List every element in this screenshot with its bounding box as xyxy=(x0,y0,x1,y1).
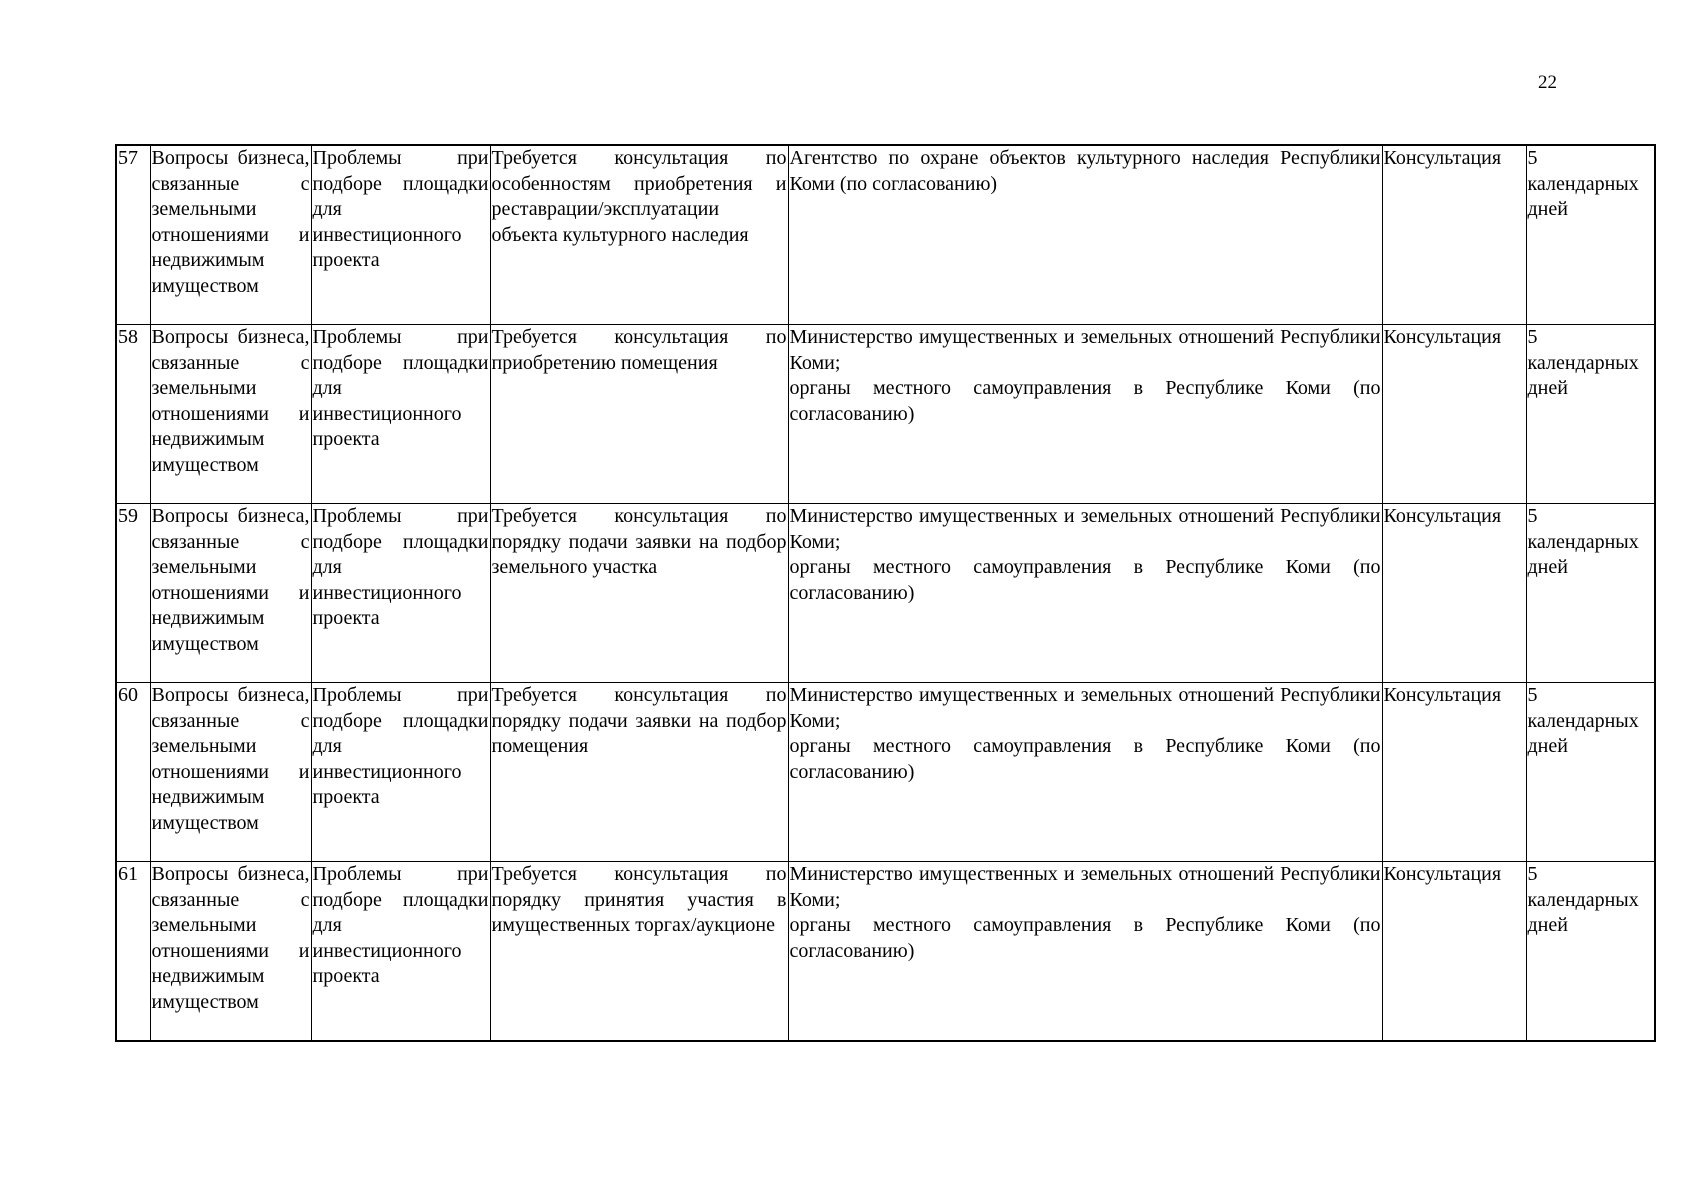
row-number: 59 xyxy=(116,504,150,683)
need-cell: Требуется консультация по приобретению помещения xyxy=(490,325,788,504)
table-row xyxy=(116,683,1655,862)
table-row xyxy=(116,862,1655,1042)
agency-cell xyxy=(788,862,1382,1042)
form-cell: Консультация xyxy=(1382,504,1526,683)
row-number: 58 xyxy=(116,325,150,504)
table-row xyxy=(116,504,1655,683)
agency-text-secondary: органы местного самоуправления в Республике Коми (по согласованию) xyxy=(789,377,1381,425)
topic-cell: Вопросы бизнеса, связанные с земельными отношениями и недвижимым имуществом xyxy=(150,862,311,1042)
consultation-table xyxy=(115,144,1656,1042)
agency-text-secondary: органы местного самоуправления в Республике Коми (по согласованию) xyxy=(789,914,1381,962)
agency-cell xyxy=(788,325,1382,504)
row-number: 57 xyxy=(116,145,150,325)
agency-text: Агентство по охране объектов культурного наследия Республики Коми (по согласованию) xyxy=(789,147,1381,195)
row-number: 60 xyxy=(116,683,150,862)
agency-text: Министерство имущественных и земельных отношений Республики Коми; xyxy=(789,684,1381,732)
term-cell: 5 календарных дней xyxy=(1526,862,1655,1042)
term-cell: 5 календарных дней xyxy=(1526,504,1655,683)
agency-text-secondary: органы местного самоуправления в Республике Коми (по согласованию) xyxy=(789,556,1381,604)
need-cell: Требуется консультация по порядку принятия участия в имущественных торгах/аукционе xyxy=(490,862,788,1042)
form-cell: Консультация xyxy=(1382,145,1526,325)
need-cell: Требуется консультация по особенностям приобретения и реставрации/эксплуатации объекта культурного наследия xyxy=(490,145,788,325)
form-cell: Консультация xyxy=(1382,325,1526,504)
agency-cell xyxy=(788,145,1382,325)
problem-cell: Проблемы при подборе площадки для инвестиционного проекта xyxy=(311,683,490,862)
problem-cell: Проблемы при подборе площадки для инвестиционного проекта xyxy=(311,504,490,683)
term-cell: 5 календарных дней xyxy=(1526,325,1655,504)
problem-cell: Проблемы при подборе площадки для инвестиционного проекта xyxy=(311,862,490,1042)
form-cell: Консультация xyxy=(1382,683,1526,862)
agency-text-secondary: органы местного самоуправления в Республике Коми (по согласованию) xyxy=(789,735,1381,783)
need-cell: Требуется консультация по порядку подачи заявки на подбор помещения xyxy=(490,683,788,862)
table-row xyxy=(116,325,1655,504)
agency-text: Министерство имущественных и земельных отношений Республики Коми; xyxy=(789,505,1381,553)
row-number: 61 xyxy=(116,862,150,1042)
topic-cell: Вопросы бизнеса, связанные с земельными отношениями и недвижимым имуществом xyxy=(150,145,311,325)
need-cell: Требуется консультация по порядку подачи заявки на подбор земельного участка xyxy=(490,504,788,683)
agency-cell xyxy=(788,504,1382,683)
term-cell: 5 календарных дней xyxy=(1526,145,1655,325)
form-cell: Консультация xyxy=(1382,862,1526,1042)
table-row xyxy=(116,145,1655,325)
page-number: 22 xyxy=(1538,72,1557,93)
term-cell: 5 календарных дней xyxy=(1526,683,1655,862)
topic-cell: Вопросы бизнеса, связанные с земельными отношениями и недвижимым имуществом xyxy=(150,683,311,862)
agency-cell xyxy=(788,683,1382,862)
agency-text: Министерство имущественных и земельных отношений Республики Коми; xyxy=(789,863,1381,911)
problem-cell: Проблемы при подборе площадки для инвестиционного проекта xyxy=(311,325,490,504)
topic-cell: Вопросы бизнеса, связанные с земельными отношениями и недвижимым имуществом xyxy=(150,504,311,683)
topic-cell: Вопросы бизнеса, связанные с земельными отношениями и недвижимым имуществом xyxy=(150,325,311,504)
agency-text: Министерство имущественных и земельных отношений Республики Коми; xyxy=(789,326,1381,374)
problem-cell: Проблемы при подборе площадки для инвестиционного проекта xyxy=(311,145,490,325)
